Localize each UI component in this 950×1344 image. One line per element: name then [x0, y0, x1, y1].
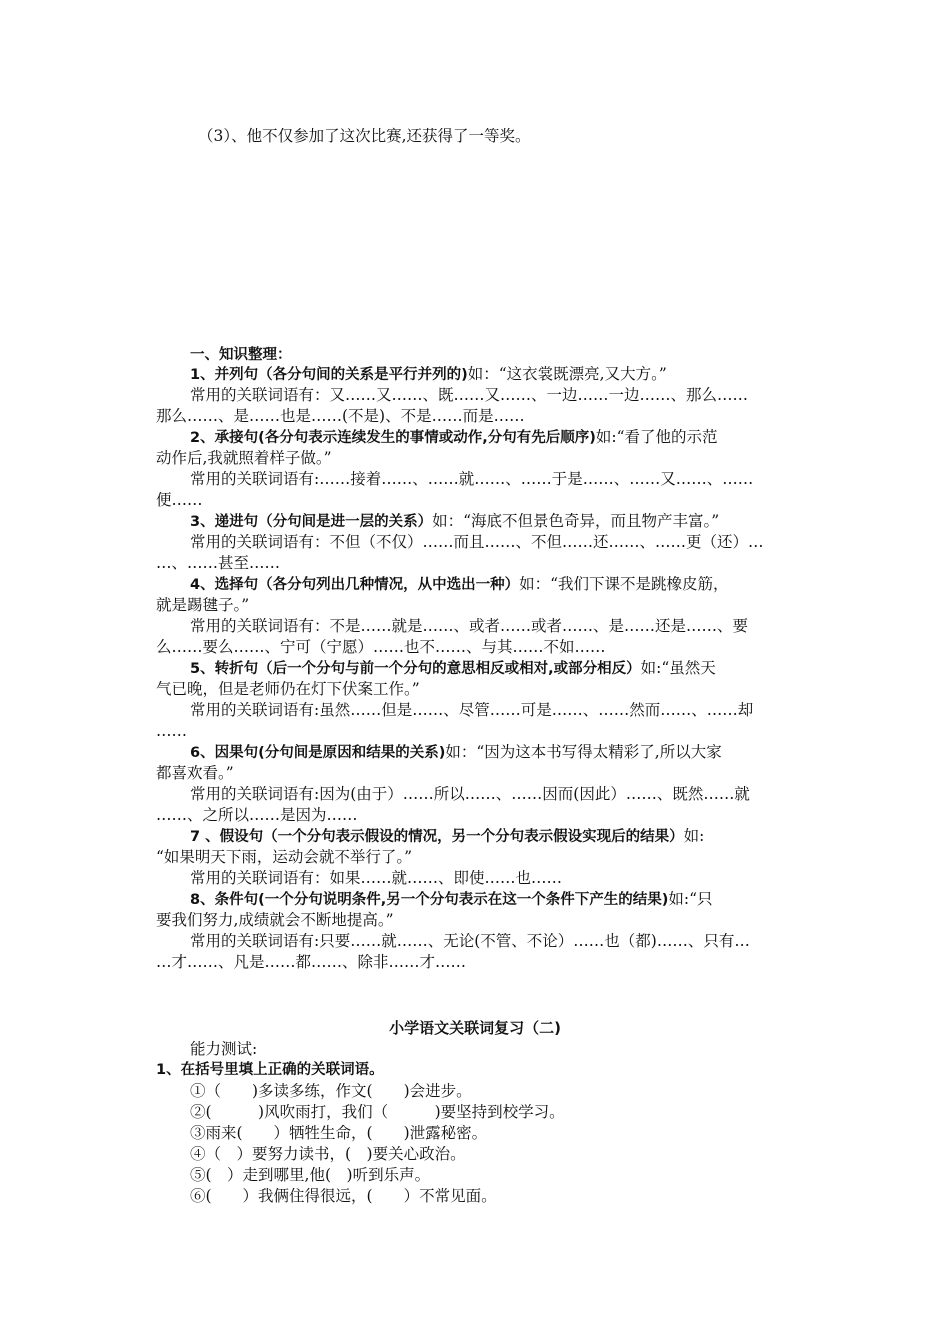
item-6-common-1: 常用的关联词语有:因为(由于）……所以……、……因而(因此）……、既然……就 [190, 785, 750, 803]
item-8-example-1: 如:“只 [668, 890, 713, 908]
item-2-title: 2、承接句(各分句表示连续发生的事情或动作,分句有先后顺序) [190, 430, 596, 446]
item-8-example-2: 要我们努力,成绩就会不断地提高。” [156, 911, 394, 929]
item-3-title: 3、递进句（分句间是进一层的关系） [190, 514, 433, 530]
item-2-line-1 [190, 427, 718, 448]
example-3: （3）、他不仅参加了这次比赛,还获得了一等奖。 [198, 127, 531, 145]
item-8-common-1: 常用的关联词语有:只要……就……、无论(不管、不论）……也（都)……、只有… [190, 932, 750, 950]
item-5-line-1 [190, 658, 716, 679]
question-4: ④（ ）要努力读书，( )要关心政治。 [190, 1145, 466, 1163]
item-1-common-2: 那么……、是……也是……(不是)、不是……而是…… [156, 407, 525, 425]
item-5-example-1: 如:“虽然天 [640, 659, 716, 677]
item-6-example-1: 如：“因为这本书写得太精彩了,所以大家 [445, 743, 722, 761]
item-4-line-1 [190, 574, 729, 595]
item-7-example-1: 如: [683, 827, 705, 845]
item-8-common-2: …才……、凡是……都……、除非……才…… [156, 953, 467, 971]
item-3-common-2: …、……甚至…… [156, 554, 281, 572]
item-7-example-2: “如果明天下雨，运动会就不举行了。” [156, 848, 413, 866]
item-4-title: 4、选择句（各分句列出几种情况，从中选出一种） [190, 577, 520, 593]
section-2-title: 小学语文关联词复习（二) [389, 1019, 561, 1037]
item-7-title: 7 、假设句（一个分句表示假设的情况，另一个分句表示假设实现后的结果） [190, 829, 684, 845]
question-5: ⑤( ）走到哪里,他( )听到乐声。 [190, 1166, 431, 1184]
item-6-line-1 [190, 742, 722, 763]
item-5-example-2: 气已晚，但是老师仍在灯下伏案工作。” [156, 680, 420, 698]
item-5-common-2: …… [156, 722, 187, 740]
item-3-example: 如：“海底不但景色奇异，而且物产丰富。” [432, 512, 720, 530]
item-2-example-1: 如:“看了他的示范 [595, 428, 718, 446]
item-5-title: 5、转折句（后一个分句与前一个分句的意思相反或相对,或部分相反） [190, 661, 641, 677]
item-6-title: 6、因果句(分句间是原因和结果的关系) [190, 745, 446, 761]
question-3: ③雨来( ）牺牲生命，( )泄露秘密。 [190, 1124, 488, 1142]
item-4-common-2: 么……要么……、宁可（宁愿）……也不……、与其……不如…… [156, 638, 606, 656]
item-1-line-1 [190, 364, 667, 385]
item-2-common-1: 常用的关联词语有:……接着……、……就……、……于是……、……又……、…… [190, 470, 754, 488]
item-3-common-1: 常用的关联词语有：不但（不仅）……而且……、不但……还……、……更（还）… [190, 533, 764, 551]
question-2: ②( )风吹雨打，我们（ )要坚持到校学习。 [190, 1103, 565, 1121]
item-2-example-2: 动作后,我就照着样子做。” [156, 449, 332, 467]
item-1-title: 1、并列句（各分句间的关系是平行并列的) [190, 367, 468, 383]
question-title: 1、在括号里填上正确的关联词语。 [156, 1062, 384, 1078]
item-4-example-2: 就是踢毽子。” [156, 596, 250, 614]
item-7-common-1: 常用的关联词语有：如果……就……、即使……也…… [190, 869, 563, 887]
question-6: ⑥( ）我俩住得很远，( ）不常见面。 [190, 1187, 497, 1205]
item-4-example-1: 如：“我们下课不是跳橡皮筋， [519, 575, 729, 593]
item-1-common-1: 常用的关联词语有：又……又……、既……又……、一边……一边……、那么…… [190, 386, 749, 404]
item-3-line-1 [190, 511, 719, 532]
item-4-common-1: 常用的关联词语有：不是……就是……、或者……或者……、是……还是……、要 [190, 617, 749, 635]
item-6-example-2: 都喜欢看。” [156, 764, 234, 782]
item-6-common-2: ……、之所以……是因为…… [156, 806, 358, 824]
section-2-subtitle: 能力测试: [190, 1040, 258, 1058]
item-8-line-1 [190, 889, 713, 910]
section-heading: 一、知识整理： [190, 347, 292, 363]
question-1: ①（ )多读多练，作文( )会进步。 [190, 1082, 472, 1100]
item-5-common-1: 常用的关联词语有:虽然……但是……、尽管……可是……、……然而……、……却 [190, 701, 754, 719]
item-1-example: 如：“这衣裳既漂亮,又大方。” [467, 365, 667, 383]
item-8-title: 8、条件句(一个分句说明条件,另一个分句表示在这一个条件下产生的结果) [190, 892, 669, 908]
item-7-line-1 [190, 826, 704, 847]
item-2-common-2: 便…… [156, 491, 203, 509]
